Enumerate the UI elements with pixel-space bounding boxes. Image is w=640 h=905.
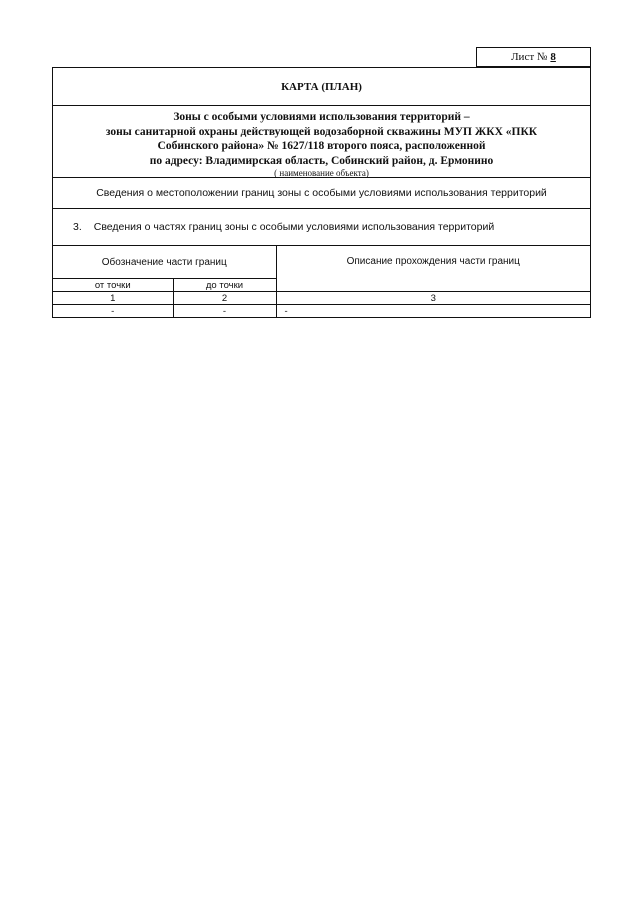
object-name-caption: ( наименование объекта) bbox=[274, 168, 369, 178]
parts-section-number: 3. bbox=[73, 221, 82, 233]
document-title: КАРТА (ПЛАН) bbox=[53, 68, 590, 106]
description-header: Описание прохождения части границ bbox=[276, 246, 590, 292]
table-cell: - bbox=[276, 305, 590, 318]
zone-line: по адресу: Владимирская область, Собинский район, д. Ермонино bbox=[149, 154, 494, 167]
parts-heading bbox=[53, 209, 590, 246]
from-point-header: от точки bbox=[53, 279, 173, 292]
sheet-number-box bbox=[476, 47, 591, 67]
zone-line: зоны санитарной охраны действующей водозаборной скважины МУП ЖКХ «ПКК bbox=[105, 125, 538, 138]
parts-section-title: Сведения о частях границ зоны с особыми условиями использования территорий bbox=[93, 221, 495, 233]
sheet-label: Лист № bbox=[511, 51, 548, 63]
designation-header: Обозначение части границ bbox=[53, 246, 276, 279]
zone-description bbox=[53, 106, 590, 178]
column-number: 2 bbox=[173, 292, 276, 305]
boundary-parts-table-wrap bbox=[53, 246, 590, 317]
map-plan-document bbox=[52, 67, 591, 318]
zone-line: Зоны с особыми условиями использования территорий – bbox=[173, 111, 470, 123]
location-heading: Сведения о местоположении границ зоны с особыми условиями использования территорий bbox=[53, 178, 590, 209]
zone-line: Собинского района» № 1627/118 второго пояса, расположенной bbox=[157, 140, 486, 152]
table-cell: - bbox=[53, 305, 173, 318]
sheet-number: 8 bbox=[550, 51, 556, 63]
to-point-header: до точки bbox=[173, 279, 276, 292]
boundary-parts-table bbox=[53, 246, 590, 317]
column-number: 3 bbox=[276, 292, 590, 305]
column-number: 1 bbox=[53, 292, 173, 305]
table-cell: - bbox=[173, 305, 276, 318]
